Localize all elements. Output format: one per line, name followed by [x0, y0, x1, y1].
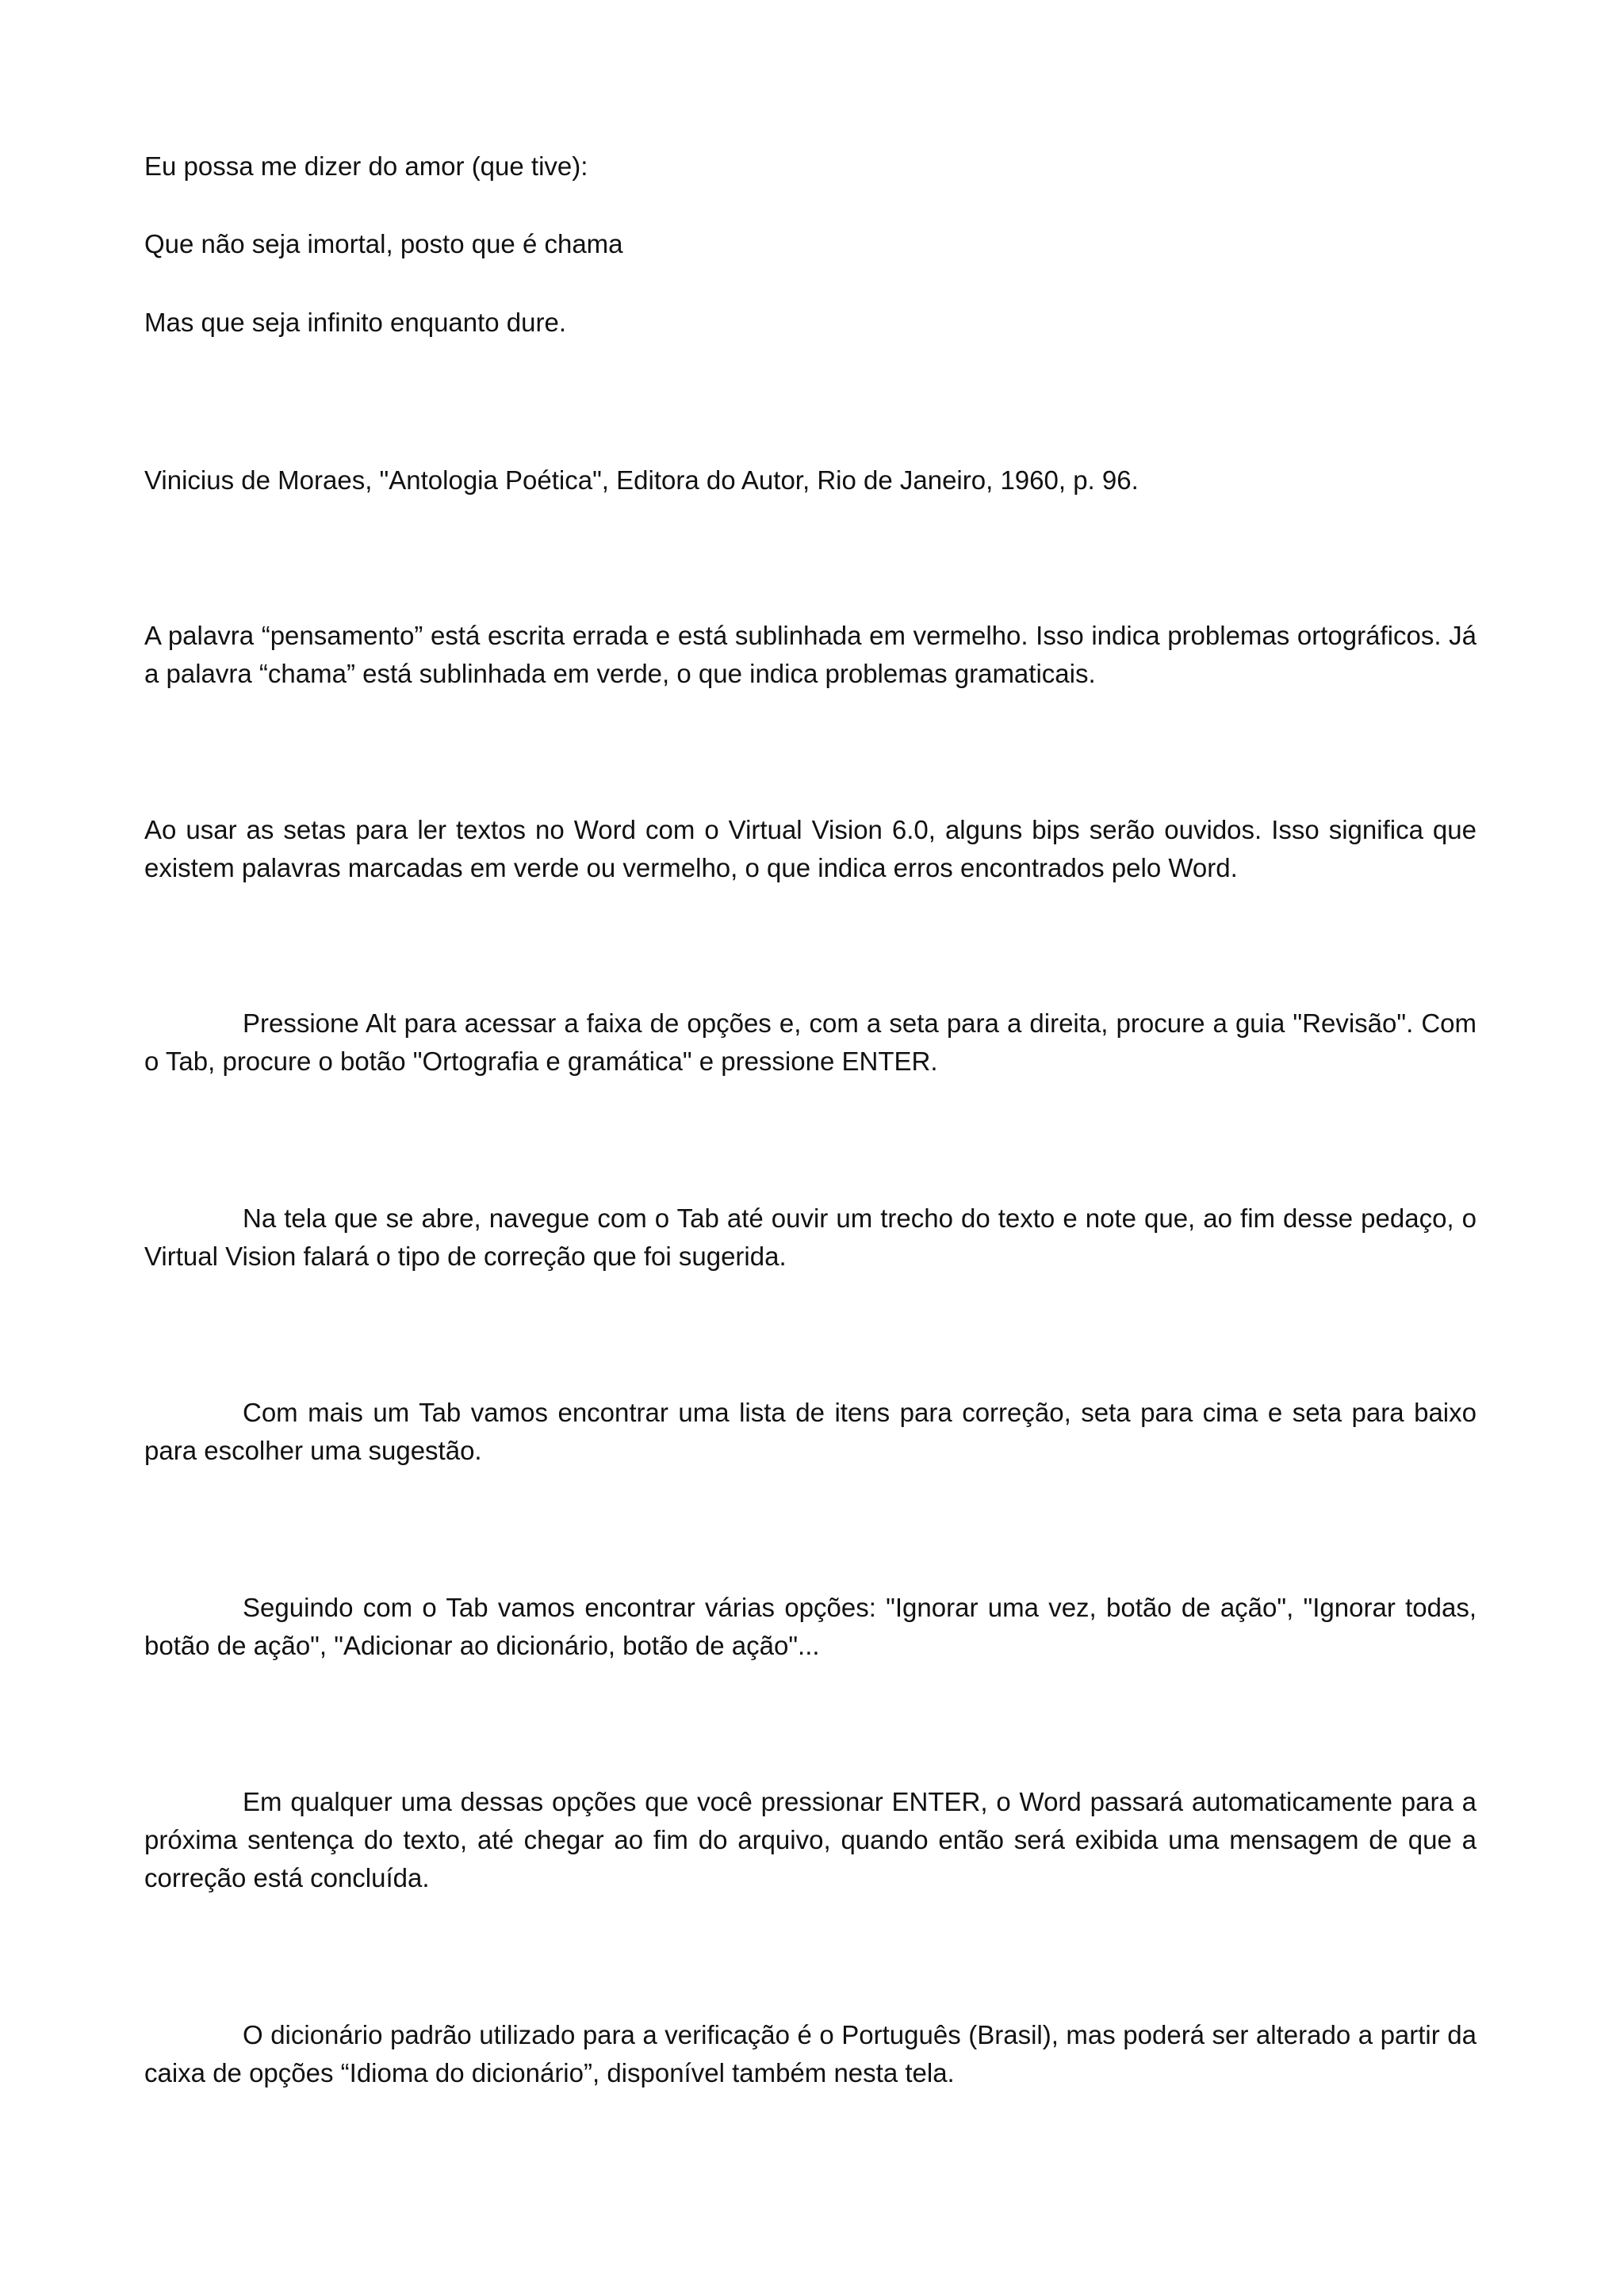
- poem-line-2: Que não seja imortal, posto que é chama: [144, 229, 623, 258]
- poem-line-3: Mas que seja infinito enquanto dure.: [144, 308, 567, 337]
- citation: Vinicius de Moraes, "Antologia Poética", Editora do Autor, Rio de Janeiro, 1960, p. 96.: [144, 465, 1139, 495]
- paragraph-spelling-grammar: A palavra “pensamento” está escrita errada e está sublinhada em vermelho. Isso indica problemas ortográficos. Já a palavra “chama” está sublinhada em verde, o que indica problemas gramaticais.: [144, 621, 1477, 688]
- paragraph-action-options: Seguindo com o Tab vamos encontrar várias opções: "Ignorar uma vez, botão de ação", "Ignorar todas, botão de ação", "Adicionar ao dicionário, botão de ação"...: [144, 1593, 1477, 1660]
- paragraph-virtual-vision-beeps: Ao usar as setas para ler textos no Word com o Virtual Vision 6.0, alguns bips serão ouvidos. Isso significa que existem palavras marcadas em verde ou vermelho, o que indica erros encontrados pelo Word.: [144, 815, 1477, 882]
- paragraph-suggestion-list: Com mais um Tab vamos encontrar uma lista de itens para correção, seta para cima e seta para baixo para escolher uma sugestão.: [144, 1398, 1477, 1465]
- paragraph-enter-behavior: Em qualquer uma dessas opções que você pressionar ENTER, o Word passará automaticamente para a próxima sentença do texto, até chegar ao fim do arquivo, quando então será exibida uma mensagem de que a correção está concluída.: [144, 1787, 1477, 1892]
- paragraph-revision-tab: Pressione Alt para acessar a faixa de opções e, com a seta para a direita, procure a guia "Revisão". Com o Tab, procure o botão "Ortografia e gramática" e pressione ENTER.: [144, 1008, 1477, 1076]
- paragraph-dictionary-language: O dicionário padrão utilizado para a verificação é o Português (Brasil), mas poderá ser alterado a partir da caixa de opções “Idioma do dicionário”, disponível também nesta tela.: [144, 2020, 1477, 2087]
- paragraph-dialog-navigation: Na tela que se abre, navegue com o Tab até ouvir um trecho do texto e note que, ao fim desse pedaço, o Virtual Vision falará o tipo de correção que foi sugerida.: [144, 1203, 1477, 1271]
- poem-line-1: Eu possa me dizer do amor (que tive):: [144, 151, 588, 181]
